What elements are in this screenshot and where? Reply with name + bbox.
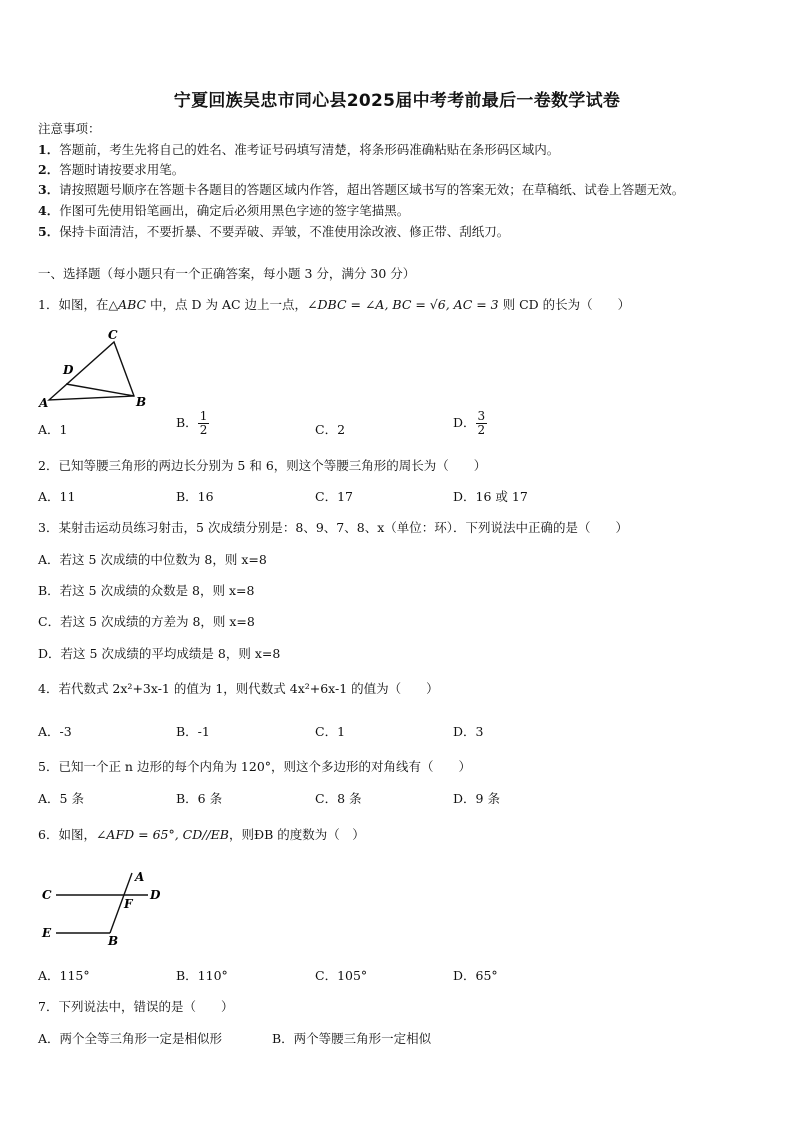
q2-option-a[interactable]: A．11 xyxy=(38,489,76,504)
question-2: 2．已知等腰三角形的两边长分别为 5 和 6，则这个等腰三角形的周长为（ ） xyxy=(38,458,487,473)
q1-option-b[interactable]: B． $\frac{1}{2}$ xyxy=(176,409,208,437)
notice-item-2: 2．答题时请按要求用笔。 xyxy=(38,162,185,177)
q5-option-a[interactable]: A．5 条 xyxy=(38,791,84,806)
notice-item-3: 3．请按照题号顺序在答题卡各题目的答题区域内作答，超出答题区域书写的答案无效；在草稿纸、试卷上答题无效。 xyxy=(38,182,685,197)
q2-option-d[interactable]: D．16 或 17 xyxy=(453,489,528,504)
notice-heading: 注意事项： xyxy=(38,121,101,136)
question-5: 5．已知一个正 n 边形的每个内角为 120°，则这个多边形的对角线有（ ） xyxy=(38,759,472,774)
label-d: D xyxy=(150,888,161,902)
q1-option-c[interactable]: C．2 xyxy=(315,422,346,437)
q5-option-b[interactable]: B．6 条 xyxy=(176,791,223,806)
page-title: 宁夏回族吴忠市同心县2025届中考考前最后一卷数学试卷 xyxy=(173,91,621,111)
q1-option-a[interactable]: A．1 xyxy=(38,422,68,437)
q6-option-a[interactable]: A．115° xyxy=(38,968,90,983)
q6-option-d[interactable]: D．65° xyxy=(453,968,498,983)
label-b: B xyxy=(136,395,147,409)
q7-option-b[interactable]: B．两个等腰三角形一定相似 xyxy=(272,1031,432,1046)
label-f: F xyxy=(124,897,133,911)
triangle-figure xyxy=(36,328,151,410)
q4-option-d[interactable]: D．3 xyxy=(453,724,484,739)
label-d: D xyxy=(63,363,74,377)
label-b: B xyxy=(108,934,119,948)
notice-item-4: 4．作图可先使用铅笔画出，确定后必须用黑色字迹的签字笔描黑。 xyxy=(38,203,410,218)
q6-option-c[interactable]: C．105° xyxy=(315,968,368,983)
question-7: 7．下列说法中，错误的是（ ） xyxy=(38,999,234,1014)
q2-option-b[interactable]: B．16 xyxy=(176,489,214,504)
label-c: C xyxy=(42,888,52,902)
question-4: 4．若代数式 2x²+3x-1 的值为 1，则代数式 4x²+6x-1 的值为（ ） xyxy=(38,681,439,696)
q4-option-b[interactable]: B．-1 xyxy=(176,724,210,739)
q7-option-a[interactable]: A．两个全等三角形一定是相似形 xyxy=(38,1031,223,1046)
q1-option-d[interactable]: D． $\frac{3}{2}$ xyxy=(453,409,486,437)
label-c: C xyxy=(108,328,118,342)
parallel-lines-figure xyxy=(36,865,176,950)
q3-option-a[interactable]: A．若这 5 次成绩的中位数为 8，则 x=8 xyxy=(38,552,267,567)
q3-option-c[interactable]: C．若这 5 次成绩的方差为 8，则 x=8 xyxy=(38,614,255,629)
q3-option-d[interactable]: D．若这 5 次成绩的平均成绩是 8，则 x=8 xyxy=(38,646,281,661)
q4-option-c[interactable]: C．1 xyxy=(315,724,346,739)
q6-option-b[interactable]: B．110° xyxy=(176,968,228,983)
question-6: 6．如图，∠AFD = 65°, CD//EB，则ÐB 的度数为（ ） xyxy=(38,827,365,842)
notice-item-5: 5．保持卡面清洁，不要折暴、不要弄破、弄皱，不准使用涂改液、修正带、刮纸刀。 xyxy=(38,224,510,239)
fraction: $\frac{1}{2}$ xyxy=(199,409,208,437)
q5-option-c[interactable]: C．8 条 xyxy=(315,791,362,806)
fraction: $\frac{3}{2}$ xyxy=(477,409,486,437)
label-e: E xyxy=(42,926,52,940)
notice-item-1: 1．答题前，考生先将自己的姓名、准考证号码填写清楚，将条形码准确粘贴在条形码区域内。 xyxy=(38,142,560,157)
q2-option-c[interactable]: C．17 xyxy=(315,489,353,504)
question-3: 3．某射击运动员练习射击，5 次成绩分别是：8、9、7、8、x（单位：环）．下列说法中正确的是（ ） xyxy=(38,520,628,535)
label-a: A xyxy=(135,870,145,884)
label-a: A xyxy=(39,396,49,410)
section-heading: 一、选择题（每小题只有一个正确答案，每小题 3 分，满分 30 分） xyxy=(38,266,416,281)
q5-option-d[interactable]: D．9 条 xyxy=(453,791,500,806)
question-1: 1．如图，在△ABC 中，点 D 为 AC 边上一点，∠DBC = ∠A, BC = √6, AC = 3 则 CD 的长为（ ） xyxy=(38,297,631,312)
q3-option-b[interactable]: B．若这 5 次成绩的众数是 8，则 x=8 xyxy=(38,583,255,598)
q4-option-a[interactable]: A．-3 xyxy=(38,724,72,739)
